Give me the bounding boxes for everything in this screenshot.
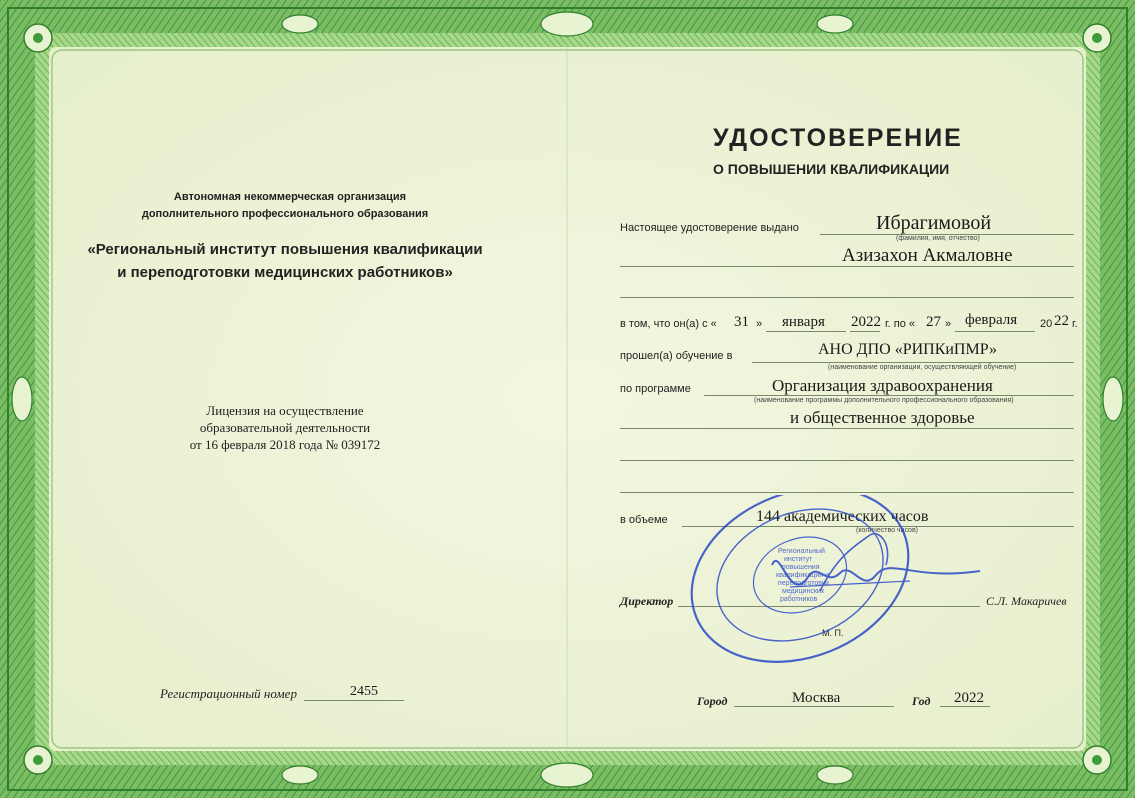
- year-label: Год: [912, 694, 931, 708]
- period-quote-1: »: [756, 318, 763, 330]
- volume-label: в объеме: [620, 514, 668, 526]
- city-value: Москва: [792, 690, 841, 706]
- mp-label: М. П.: [822, 628, 844, 638]
- period-quote-2: »: [945, 318, 952, 330]
- org-line-1: Автономная некоммерческая организация: [173, 191, 407, 203]
- stamp-center-line-2: институт: [784, 556, 813, 563]
- issued-label: Настоящее удостоверение выдано: [620, 222, 799, 234]
- year-to: 22: [1054, 313, 1069, 329]
- certificate-subtitle: О ПОВЫШЕНИИ КВАЛИФИКАЦИИ: [713, 161, 950, 177]
- director-name: С.Л. Макаричев: [986, 594, 1067, 608]
- registration-label: Регистрационный номер: [160, 686, 297, 701]
- program-hint: (наименование программы дополнительного профессионального образования): [754, 397, 1014, 404]
- year-to-prefix: 20: [1040, 318, 1053, 330]
- stamp-center-line-3: повышения: [782, 564, 820, 571]
- license-line-1: Лицензия на осуществление: [206, 403, 364, 418]
- study-label: прошел(а) обучение в: [620, 350, 733, 362]
- city-label: Город: [697, 694, 728, 708]
- stamp-center-line-4: квалификации и: [776, 572, 830, 579]
- recipient-name: Азизахон Акмаловне: [842, 245, 1013, 266]
- program-line-2: и общественное здоровье: [790, 408, 975, 427]
- license-line-3: от 16 февраля 2018 года № 039172: [189, 437, 381, 452]
- program-label: по программе: [620, 383, 691, 395]
- recipient-surname: Ибрагимовой: [876, 212, 992, 234]
- director-label: Директор: [620, 594, 674, 608]
- fio-hint: (фамилия, имя, отчество): [896, 235, 980, 242]
- day-to: 27: [926, 314, 941, 330]
- certificate-title: УДОСТОВЕРЕНИЕ: [713, 124, 963, 152]
- day-from: 31: [734, 314, 749, 330]
- study-org-hint: (наименование организации, осуществляющей обучение): [828, 364, 1017, 371]
- org-line-2: дополнительного профессионального образования: [141, 208, 429, 220]
- volume-hint: (количество часов): [856, 527, 918, 534]
- stamp-center-line-7: работников: [780, 596, 818, 603]
- stamp-center-line-1: Региональный: [778, 548, 825, 555]
- period-prefix: в том, что он(а) с «: [620, 318, 717, 330]
- institute-line-2: и переподготовки медицинских работников»: [117, 264, 453, 281]
- volume-value: 144 академических часов: [756, 508, 929, 525]
- stamp-center-line-6: медицинских: [782, 588, 825, 595]
- license-line-2: образовательной деятельности: [199, 420, 371, 435]
- study-org-name: АНО ДПО «РИПКиПМР»: [818, 341, 998, 358]
- institute-line-1: «Региональный институт повышения квалификации: [87, 241, 483, 258]
- registration-number: 2455: [350, 684, 378, 699]
- year-value: 2022: [954, 690, 984, 706]
- program-line-1: Организация здравоохранения: [772, 376, 993, 395]
- period-suffix: г.: [1072, 318, 1078, 330]
- official-stamp: [680, 495, 1000, 675]
- stamp-center-line-5: переподготовки: [778, 580, 829, 587]
- month-from: января: [782, 314, 825, 330]
- month-to: февраля: [965, 312, 1018, 328]
- year-from: 2022: [851, 314, 881, 330]
- period-mid: г. по «: [885, 318, 916, 330]
